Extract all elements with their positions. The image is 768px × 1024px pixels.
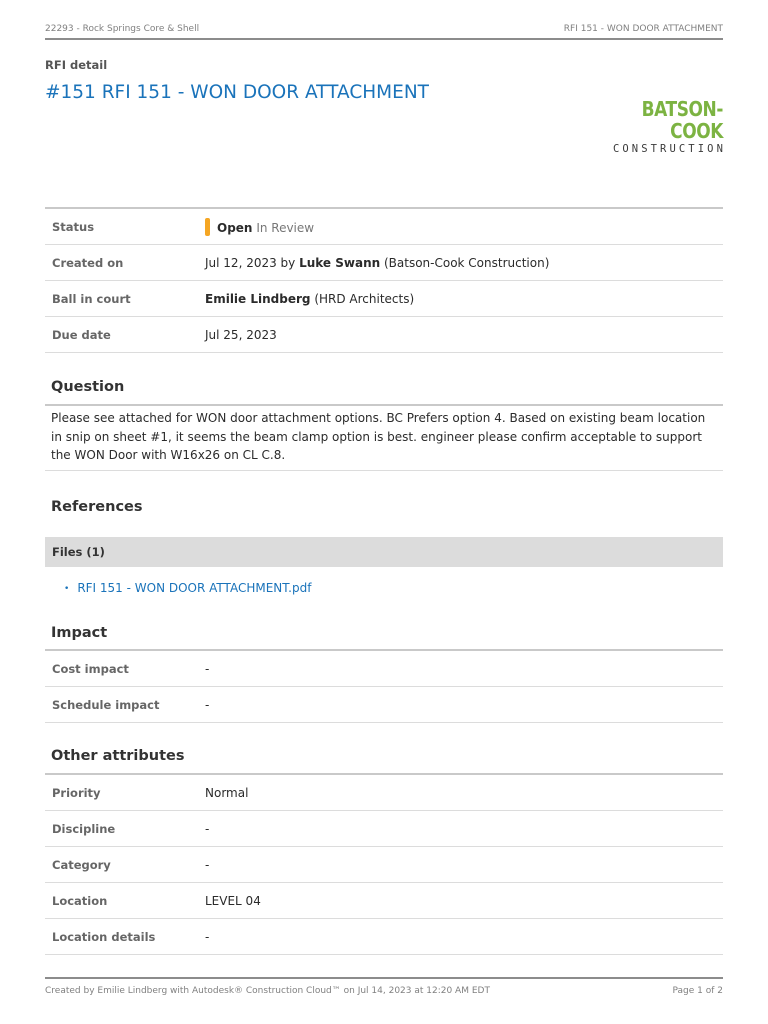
table-row [45,687,723,723]
logo-wordmark: BATSON-COOK [641,97,723,143]
file-link-label: RFI 151 - WON DOOR ATTACHMENT.pdf [77,581,312,595]
cost-impact-value: - [197,650,723,687]
priority-label: Priority [45,774,197,811]
schedule-impact-label: Schedule impact [45,687,197,723]
created-org: (Batson-Cook Construction) [380,255,550,270]
page-number: Page 1 of 2 [672,986,723,996]
created-date: Jul 12, 2023 by [205,255,300,270]
header-doc-title: RFI 151 - WON DOOR ATTACHMENT [563,24,723,34]
status-badge: Open [217,220,253,235]
company-logo [595,97,726,156]
table-row [45,650,723,687]
created-value [197,245,723,281]
ball-in-court-org: (HRD Architects) [310,291,415,306]
status-value [197,208,723,245]
footer-created-note: Created by Emilie Lindberg with Autodesk® Construction Cloud™ on Jul 14, 2023 at 12:20 AM EDT [45,986,490,996]
status-label: Status [45,208,197,245]
rfi-detail-label: RFI detail [45,58,108,72]
table-row [45,811,723,847]
rfi-page [45,0,726,1024]
table-row [45,883,723,919]
references-heading: References [51,499,143,515]
page-header [45,24,723,38]
table-row [45,245,723,281]
impact-table [45,649,723,723]
summary-table [45,207,723,353]
created-label: Created on [45,245,197,281]
table-row [45,208,723,245]
logo-subtitle: CONSTRUCTION [612,143,726,155]
priority-value: Normal [197,774,723,811]
other-attributes-heading: Other attributes [51,748,185,764]
ball-in-court-value [197,281,723,317]
footer-divider [45,977,723,979]
header-project: 22293 - Rock Springs Core & Shell [45,24,200,34]
bullet-icon: • [64,584,70,594]
table-row [45,847,723,883]
files-section-header [45,537,723,567]
table-row [45,281,723,317]
status-indicator-icon [205,218,210,236]
location-label: Location [45,883,197,919]
question-end-divider [45,470,723,471]
due-date-value: Jul 25, 2023 [197,317,723,353]
files-count-label: Files (1) [52,545,105,559]
impact-heading: Impact [51,625,108,641]
discipline-value: - [197,811,723,847]
category-label: Category [45,847,197,883]
schedule-impact-value: - [197,687,723,723]
attributes-table [45,773,723,955]
table-row [45,317,723,353]
cost-impact-label: Cost impact [45,650,197,687]
location-details-label: Location details [45,919,197,955]
location-value: LEVEL 04 [197,883,723,919]
question-divider [45,404,723,406]
table-row [45,774,723,811]
created-by: Luke Swann [299,255,381,270]
due-date-label: Due date [45,317,197,353]
table-row [45,919,723,955]
status-substate: In Review [256,220,315,235]
page-title: #151 RFI 151 - WON DOOR ATTACHMENT [45,82,429,103]
category-value: - [197,847,723,883]
question-heading: Question [51,379,125,395]
file-link[interactable] [64,581,311,595]
ball-in-court-label: Ball in court [45,281,197,317]
header-divider [45,38,723,40]
ball-in-court-person: Emilie Lindberg [205,291,311,306]
question-body: Please see attached for WON door attachment options. BC Prefers option 4. Based on existing beam location in snip on sheet #1, it seems the beam clamp option is best. engineer please confirm acceptable to support the WON Door with W16x26 on CL C.8. [51,411,706,462]
discipline-label: Discipline [45,811,197,847]
location-details-value: - [197,919,723,955]
